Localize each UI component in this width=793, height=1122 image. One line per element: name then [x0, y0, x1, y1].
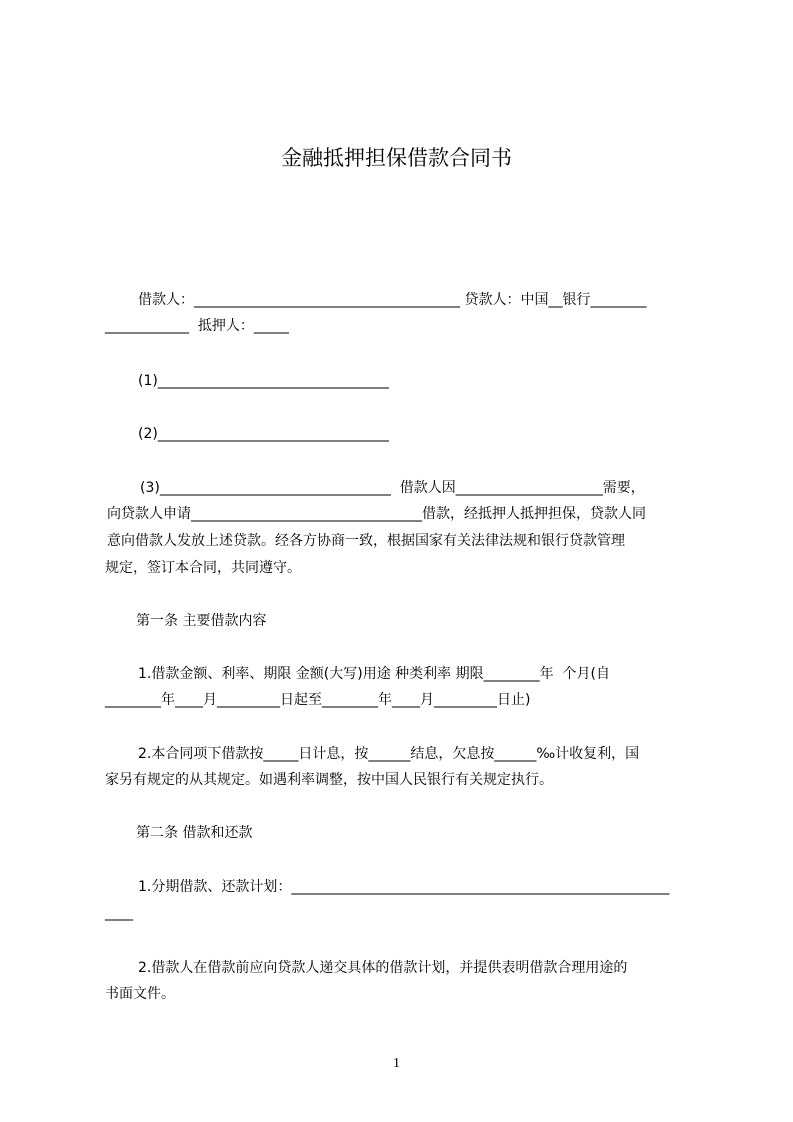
article-2-heading: 第二条 借款和还款 [136, 825, 253, 841]
item-2: (2)_________________________________ [138, 426, 389, 442]
clause-1-1: 1.借款金额、利率、期限 金额(大写)用途 种类利率 期限________年 个月(自 [138, 666, 610, 682]
item-1: (1)_________________________________ [138, 373, 389, 389]
paragraph-line: 规定，签订本合同，共同遵守。 [105, 560, 301, 576]
clause-2-2-cont: 书面文件。 [105, 986, 175, 1002]
paragraph-line: 意向借款人发放上述贷款。经各方协商一致，根据国家有关法律法规和银行贷款管理 [107, 533, 625, 549]
clause-2-2: 2.借款人在借款前应向贷款人递交具体的借款计划，并提供表明借款合理用途的 [138, 960, 628, 976]
item-3: (3)_________________________________ 借款人因_____________________需要， [140, 480, 645, 496]
clause-1-1-cont: ________年____月_________日起至________年____月_________日止) [105, 692, 531, 708]
parties-line: 借款人：______________________________________ 贷款人：中国__银行________ [138, 292, 647, 308]
mortgagor-line: ____________ 抵押人：_____ [105, 318, 289, 334]
article-1-heading: 第一条 主要借款内容 [136, 613, 267, 629]
clause-1-2-cont: 家另有规定的从其规定。如遇利率调整，按中国人民银行有关规定执行。 [105, 772, 553, 788]
clause-1-2: 2.本合同项下借款按_____日计息，按______结息，欠息按______‰计收复利，国 [138, 746, 640, 762]
clause-2-1-cont: ____ [105, 905, 133, 921]
page-number: 1 [393, 1056, 400, 1071]
paragraph-line: 向贷款人申请_________________________________借款，经抵押人抵押担保，贷款人同 [107, 506, 646, 522]
clause-2-1: 1.分期借款、还款计划：______________________________________________________ [138, 879, 670, 895]
document-title: 金融抵押担保借款合同书 [281, 146, 512, 170]
